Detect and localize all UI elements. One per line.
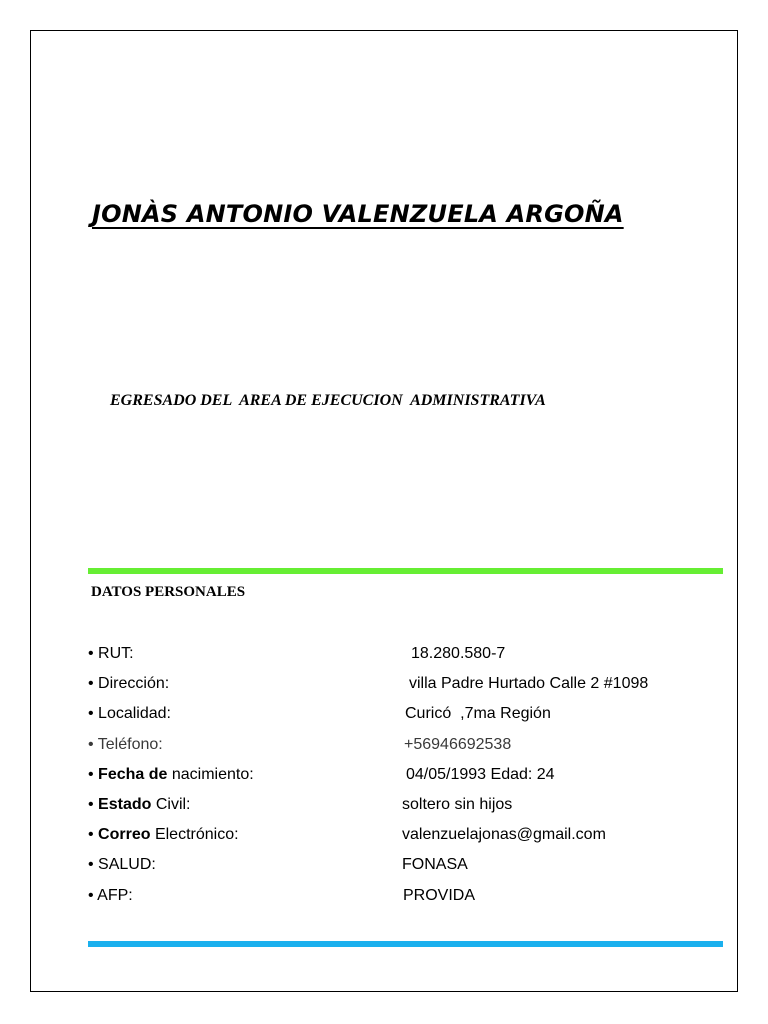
field-label-text: Civil: [151,795,191,813]
bullet: • [88,795,99,813]
field-label [88,734,163,756]
field-label [88,854,156,876]
field-estado-civil [88,794,728,824]
bullet: • [88,735,98,753]
field-label-text: nacimiento: [167,765,254,783]
field-value: PROVIDA [403,886,476,904]
field-label-text: Localidad: [98,705,171,723]
bullet: • [88,826,99,844]
field-value: valenzuelajonas@gmail.com [402,826,606,844]
field-rut [88,643,728,673]
green-divider [88,568,723,574]
field-label-bold: Estado [98,795,152,813]
field-correo [88,824,728,854]
section-heading: DATOS PERSONALES [91,584,246,600]
field-value: Curicó ,7ma Región [405,705,551,723]
field-label [88,764,254,786]
field-value: 04/05/1993 Edad: 24 [406,765,555,783]
field-fecha-nacimiento [88,764,728,794]
bullet: • [88,856,99,874]
field-label [88,824,239,846]
bullet: • [88,645,99,662]
field-label [88,703,171,725]
field-salud [88,854,728,884]
field-label [88,643,134,665]
field-direccion [88,673,728,703]
field-label-text: SALUD: [98,856,156,874]
subtitle: EGRESADO DEL AREA DE EJECUCION ADMINISTRATIVA [110,392,546,409]
bullet: • [88,765,99,783]
field-label [88,885,133,907]
field-value: soltero sin hijos [402,795,513,813]
field-label [88,673,169,695]
bullet: • [88,675,99,693]
field-localidad [88,703,728,733]
field-value: FONASA [402,856,468,874]
personal-data-list [88,643,728,915]
field-value: +56946692538 [404,735,512,753]
field-label-text: Dirección: [98,675,170,693]
field-label-text: Teléfono: [97,735,163,753]
field-label-text: AFP: [97,886,133,904]
field-telefono [88,734,728,764]
field-label [88,794,191,816]
field-label-text: Electrónico: [150,826,239,844]
field-afp [88,885,728,915]
field-label-text: RUT: [98,645,134,662]
page-title: JONÀS ANTONIO VALENZUELA ARGOÑA [92,200,624,228]
field-value: villa Padre Hurtado Calle 2 #1098 [409,675,649,693]
field-value: 18.280.580-7 [411,645,506,662]
blue-divider [88,941,723,947]
field-label-bold: Fecha de [98,765,168,783]
bullet: • [88,886,98,904]
field-label-bold: Correo [98,826,151,844]
bullet: • [88,705,99,723]
